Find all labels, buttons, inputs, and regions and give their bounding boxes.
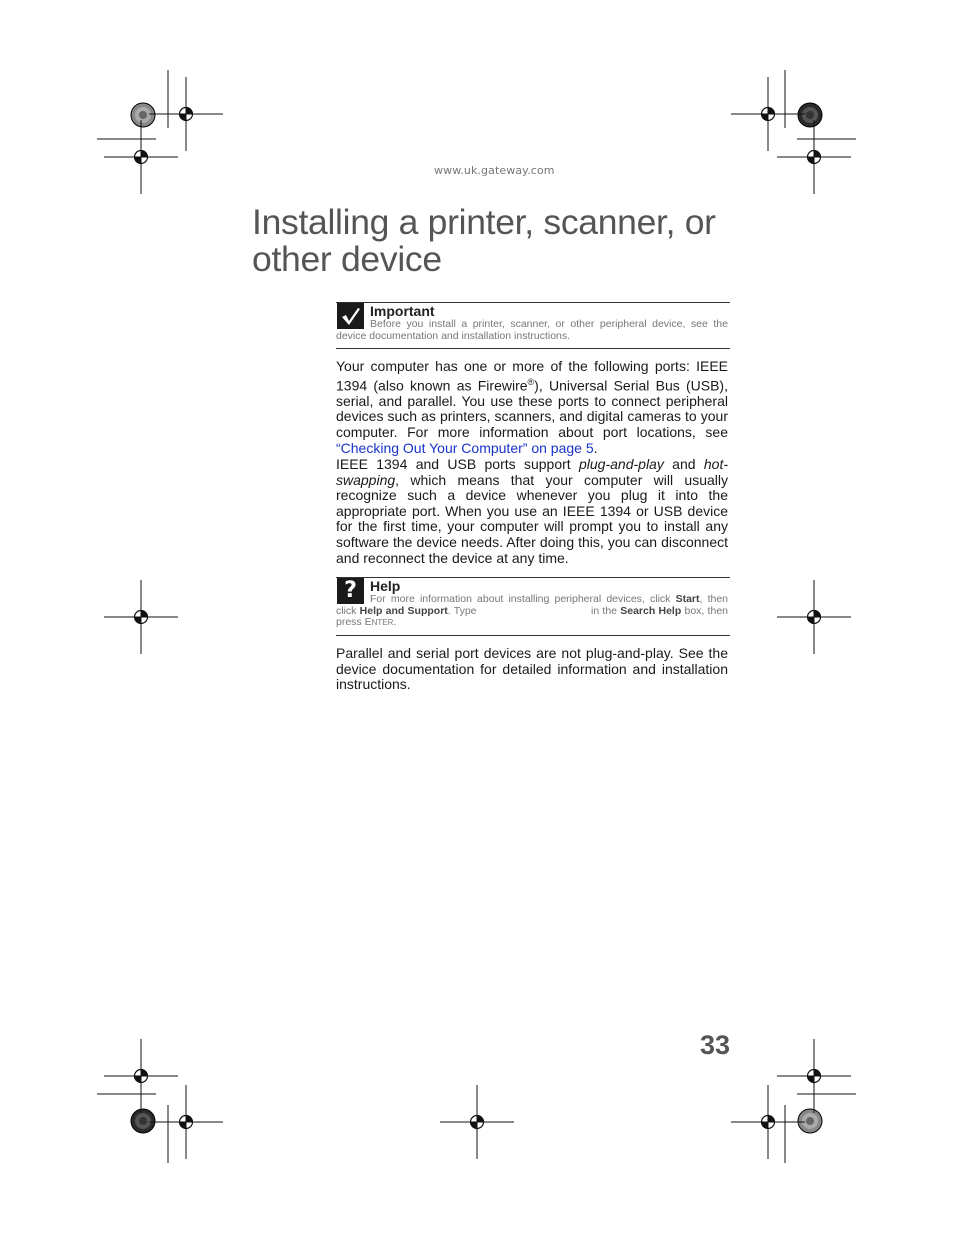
pnp-text-c: , which means that your computer will usually recognize such a device whenever you plug it into the appropriate port. When you use an IEEE 1394 or USB device for the first time, your computer will prompt you to install any software the device needs. After doing this, you can disconnect and reconnect the device at any time.: [336, 471, 728, 566]
crosshair-mark-6: [777, 580, 851, 654]
help-text-6: .: [393, 616, 397, 628]
ports-paragraph: [336, 359, 728, 456]
help-text-4: in the: [587, 604, 621, 617]
help-text-2: , then click: [336, 593, 728, 617]
important-callout: [336, 302, 730, 349]
help-heading: Help: [370, 578, 401, 594]
crosshair-mark-4: [777, 120, 851, 194]
enter-key-rest: NTER: [371, 618, 394, 627]
crosshair-mark-10: [440, 1085, 514, 1159]
registered-mark: ®: [527, 376, 535, 387]
checking-out-computer-link[interactable]: “Checking Out Your Computer” on page 5: [336, 439, 594, 456]
important-heading: Important: [370, 303, 435, 319]
ports-text-end: .: [593, 439, 598, 456]
enter-key: [364, 616, 397, 628]
pnp-text-b: and: [663, 456, 704, 472]
crosshair-mark-3: [731, 77, 805, 151]
enter-key-initial: E: [364, 616, 372, 628]
starburst-mark-top-right: [798, 103, 822, 127]
help-text: [336, 594, 728, 629]
important-text: Before you install a printer, scanner, or other peripheral device, see the device documentation and installation instructions.: [336, 318, 728, 342]
crosshair-mark-11: [731, 1085, 805, 1159]
plug-and-play-paragraph: [336, 457, 728, 566]
crosshair-mark-8: [777, 1039, 851, 1113]
help-text-1: For more information about installing peripheral devices, click: [370, 593, 676, 605]
crosshair-mark-1: [149, 77, 223, 151]
crosshair-mark-5: [104, 580, 178, 654]
plug-and-play-term: plug-and-play: [579, 456, 664, 472]
help-text-3: . Type: [447, 604, 480, 617]
page-title: Installing a printer, scanner, or other device: [252, 202, 716, 279]
help-callout: [336, 577, 730, 636]
starburst-mark-bottom-left: [131, 1109, 155, 1133]
search-help-keyword: Search Help: [620, 604, 682, 617]
crosshair-mark-9: [149, 1085, 223, 1159]
question-mark-icon: ?: [337, 578, 364, 604]
site-url: www.uk.gateway.com: [434, 164, 555, 177]
pnp-text-a: IEEE 1394 and USB ports support: [336, 456, 579, 472]
crosshair-mark-2: [104, 120, 178, 194]
parallel-serial-paragraph: Parallel and serial port devices are not plug-and-play. See the device documentation for detailed information and installation instructions.: [336, 645, 728, 693]
help-and-support-keyword: Help and Support: [359, 604, 448, 617]
page-number: 33: [699, 1030, 730, 1060]
starburst-mark-top-left: [131, 103, 155, 127]
ports-text-1: Your computer has one or more of the following ports: IEEE 1394 (also known as Firewire: [336, 358, 728, 394]
help-text-5: box, then press: [336, 604, 728, 628]
crosshair-mark-7: [104, 1039, 178, 1113]
starburst-mark-bottom-right: [798, 1109, 822, 1133]
ports-text-2: ), Universal Serial Bus (USB), serial, and parallel. You use these ports to connect peripheral devices such as printers, scanners, and digital cameras to your computer. For more information about port locations, see: [336, 377, 728, 441]
start-keyword: Start: [675, 593, 700, 605]
hot-swapping-term: hot-swapping: [336, 456, 728, 488]
